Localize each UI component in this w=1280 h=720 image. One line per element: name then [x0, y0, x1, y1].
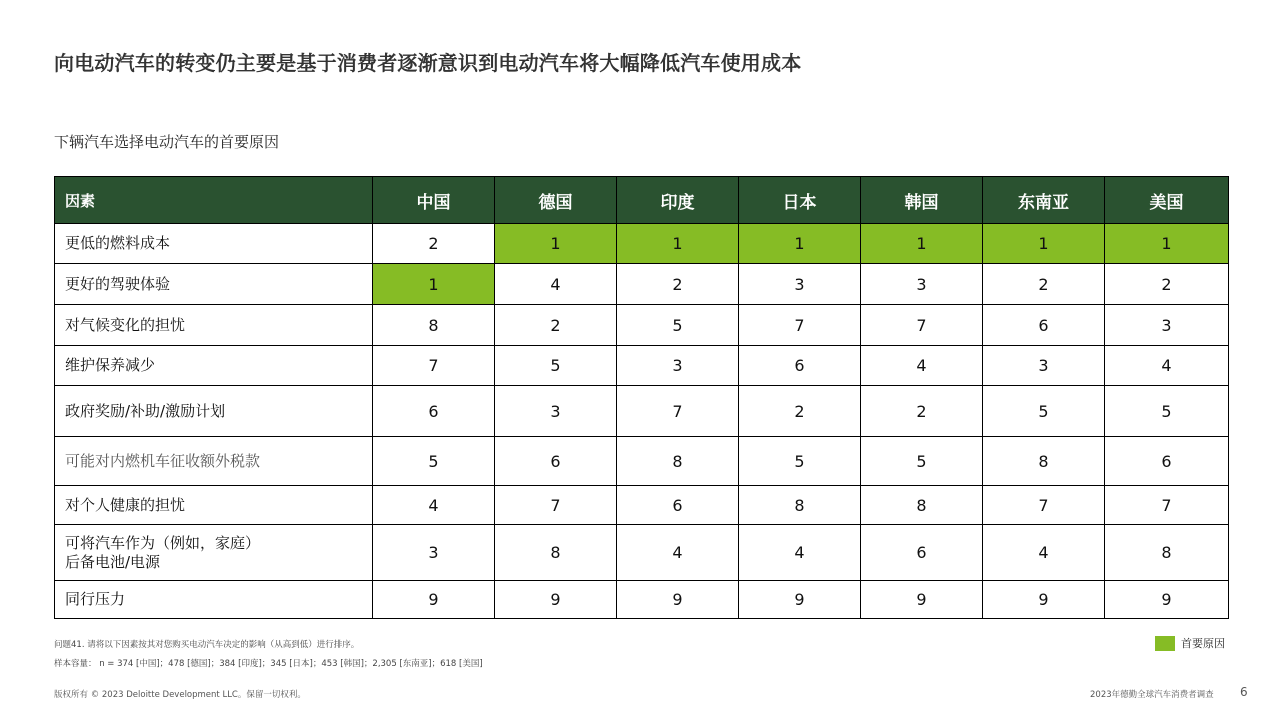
rank-cell-top: 1: [739, 224, 861, 264]
rank-cell: 2: [739, 386, 861, 437]
table-row: [55, 224, 1229, 264]
rank-cell: 4: [739, 525, 861, 581]
table-row: [55, 581, 1229, 619]
rank-cell: 9: [739, 581, 861, 619]
rank-cell: 2: [1105, 264, 1229, 305]
rank-cell: 8: [1105, 525, 1229, 581]
rank-cell: 5: [861, 437, 983, 486]
rank-cell: 9: [617, 581, 739, 619]
rank-cell: 8: [983, 437, 1105, 486]
rank-cell: 9: [1105, 581, 1229, 619]
rank-cell: 4: [373, 486, 495, 525]
rank-cell: 3: [861, 264, 983, 305]
table-row: [55, 305, 1229, 346]
rank-cell: 9: [861, 581, 983, 619]
rank-cell: 7: [983, 486, 1105, 525]
legend-swatch: [1155, 636, 1175, 651]
row-factor: 更低的燃料成本: [55, 224, 373, 264]
rank-cell: 5: [617, 305, 739, 346]
rank-cell: 7: [739, 305, 861, 346]
rank-cell-top: 1: [495, 224, 617, 264]
rank-cell: 3: [1105, 305, 1229, 346]
rank-cell: 7: [617, 386, 739, 437]
rank-cell: 7: [373, 346, 495, 386]
question-footnote: 问题41. 请将以下因素按其对您购买电动汽车决定的影响（从高到低）进行排序。: [54, 640, 360, 650]
row-factor: 政府奖励/补助/激励计划: [55, 386, 373, 437]
rank-cell: 4: [495, 264, 617, 305]
row-factor: 更好的驾驶体验: [55, 264, 373, 305]
rank-cell: 3: [617, 346, 739, 386]
rank-cell: 6: [373, 386, 495, 437]
rank-cell: 6: [495, 437, 617, 486]
rank-cell: 6: [617, 486, 739, 525]
table-row: [55, 346, 1229, 386]
table-row: [55, 386, 1229, 437]
rank-cell: 4: [617, 525, 739, 581]
rank-cell: 4: [1105, 346, 1229, 386]
rank-cell-top: 1: [983, 224, 1105, 264]
rank-cell: 5: [495, 346, 617, 386]
page-number: 6: [1240, 685, 1248, 699]
rank-cell: 8: [617, 437, 739, 486]
rank-cell-top: 1: [861, 224, 983, 264]
rank-cell: 3: [983, 346, 1105, 386]
page-title: 向电动汽车的转变仍主要是基于消费者逐渐意识到电动汽车将大幅降低汽车使用成本: [54, 51, 802, 75]
table-subtitle: 下辆汽车选择电动汽车的首要原因: [54, 133, 280, 151]
rank-cell: 7: [861, 305, 983, 346]
column-header-japan: 日本: [739, 177, 861, 224]
rank-cell: 8: [739, 486, 861, 525]
rank-cell: 7: [495, 486, 617, 525]
table-row: [55, 525, 1229, 581]
table-row: [55, 437, 1229, 486]
column-header-southeast-asia: 东南亚: [983, 177, 1105, 224]
rank-cell-top: 1: [617, 224, 739, 264]
ranking-table: [54, 176, 1229, 619]
rank-cell: 3: [739, 264, 861, 305]
rank-cell: 3: [373, 525, 495, 581]
rank-cell: 2: [617, 264, 739, 305]
report-name: 2023年德勤全球汽车消费者调查: [1090, 690, 1214, 700]
row-factor: [55, 525, 373, 581]
rank-cell: 8: [495, 525, 617, 581]
legend-label: 首要原因: [1181, 637, 1225, 650]
rank-cell: 5: [983, 386, 1105, 437]
column-header-china: 中国: [373, 177, 495, 224]
column-header-korea: 韩国: [861, 177, 983, 224]
column-header-germany: 德国: [495, 177, 617, 224]
rank-cell: 7: [1105, 486, 1229, 525]
rank-cell: 2: [373, 224, 495, 264]
factor-column-header: 因素: [55, 177, 373, 224]
rank-cell: 2: [983, 264, 1105, 305]
table-header-row: [55, 177, 1229, 224]
rank-cell: 5: [739, 437, 861, 486]
rank-cell: 8: [861, 486, 983, 525]
legend: [1155, 635, 1225, 651]
row-factor: 同行压力: [55, 581, 373, 619]
rank-cell: 9: [373, 581, 495, 619]
sample-size-footnote: 样本容量： n = 374 [中国]；478 [德国]；384 [印度]；345 [日本]；453 [韩国]；2,305 [东南亚]；618 [美国]: [54, 659, 483, 669]
row-factor: 对气候变化的担忧: [55, 305, 373, 346]
rank-cell: 2: [495, 305, 617, 346]
rank-cell: 6: [1105, 437, 1229, 486]
rank-cell: 8: [373, 305, 495, 346]
rank-cell: 5: [373, 437, 495, 486]
row-factor: 对个人健康的担忧: [55, 486, 373, 525]
copyright-text: 版权所有 © 2023 Deloitte Development LLC。保留一切权利。: [54, 690, 306, 700]
rank-cell: 3: [495, 386, 617, 437]
rank-cell: 5: [1105, 386, 1229, 437]
row-factor-line: 后备电池/电源: [65, 552, 161, 571]
rank-cell: 6: [739, 346, 861, 386]
row-factor: 维护保养减少: [55, 346, 373, 386]
rank-cell: 4: [861, 346, 983, 386]
row-factor-line: 可将汽车作为（例如，家庭）: [65, 533, 261, 552]
rank-cell: 6: [861, 525, 983, 581]
column-header-india: 印度: [617, 177, 739, 224]
rank-cell: 2: [861, 386, 983, 437]
row-factor: 可能对内燃机车征收额外税款: [55, 437, 373, 486]
rank-cell: 9: [495, 581, 617, 619]
rank-cell-top: 1: [1105, 224, 1229, 264]
rank-cell: 6: [983, 305, 1105, 346]
table-row: [55, 264, 1229, 305]
table-row: [55, 486, 1229, 525]
rank-cell-top: 1: [373, 264, 495, 305]
rank-cell: 4: [983, 525, 1105, 581]
rank-cell: 9: [983, 581, 1105, 619]
column-header-usa: 美国: [1105, 177, 1229, 224]
